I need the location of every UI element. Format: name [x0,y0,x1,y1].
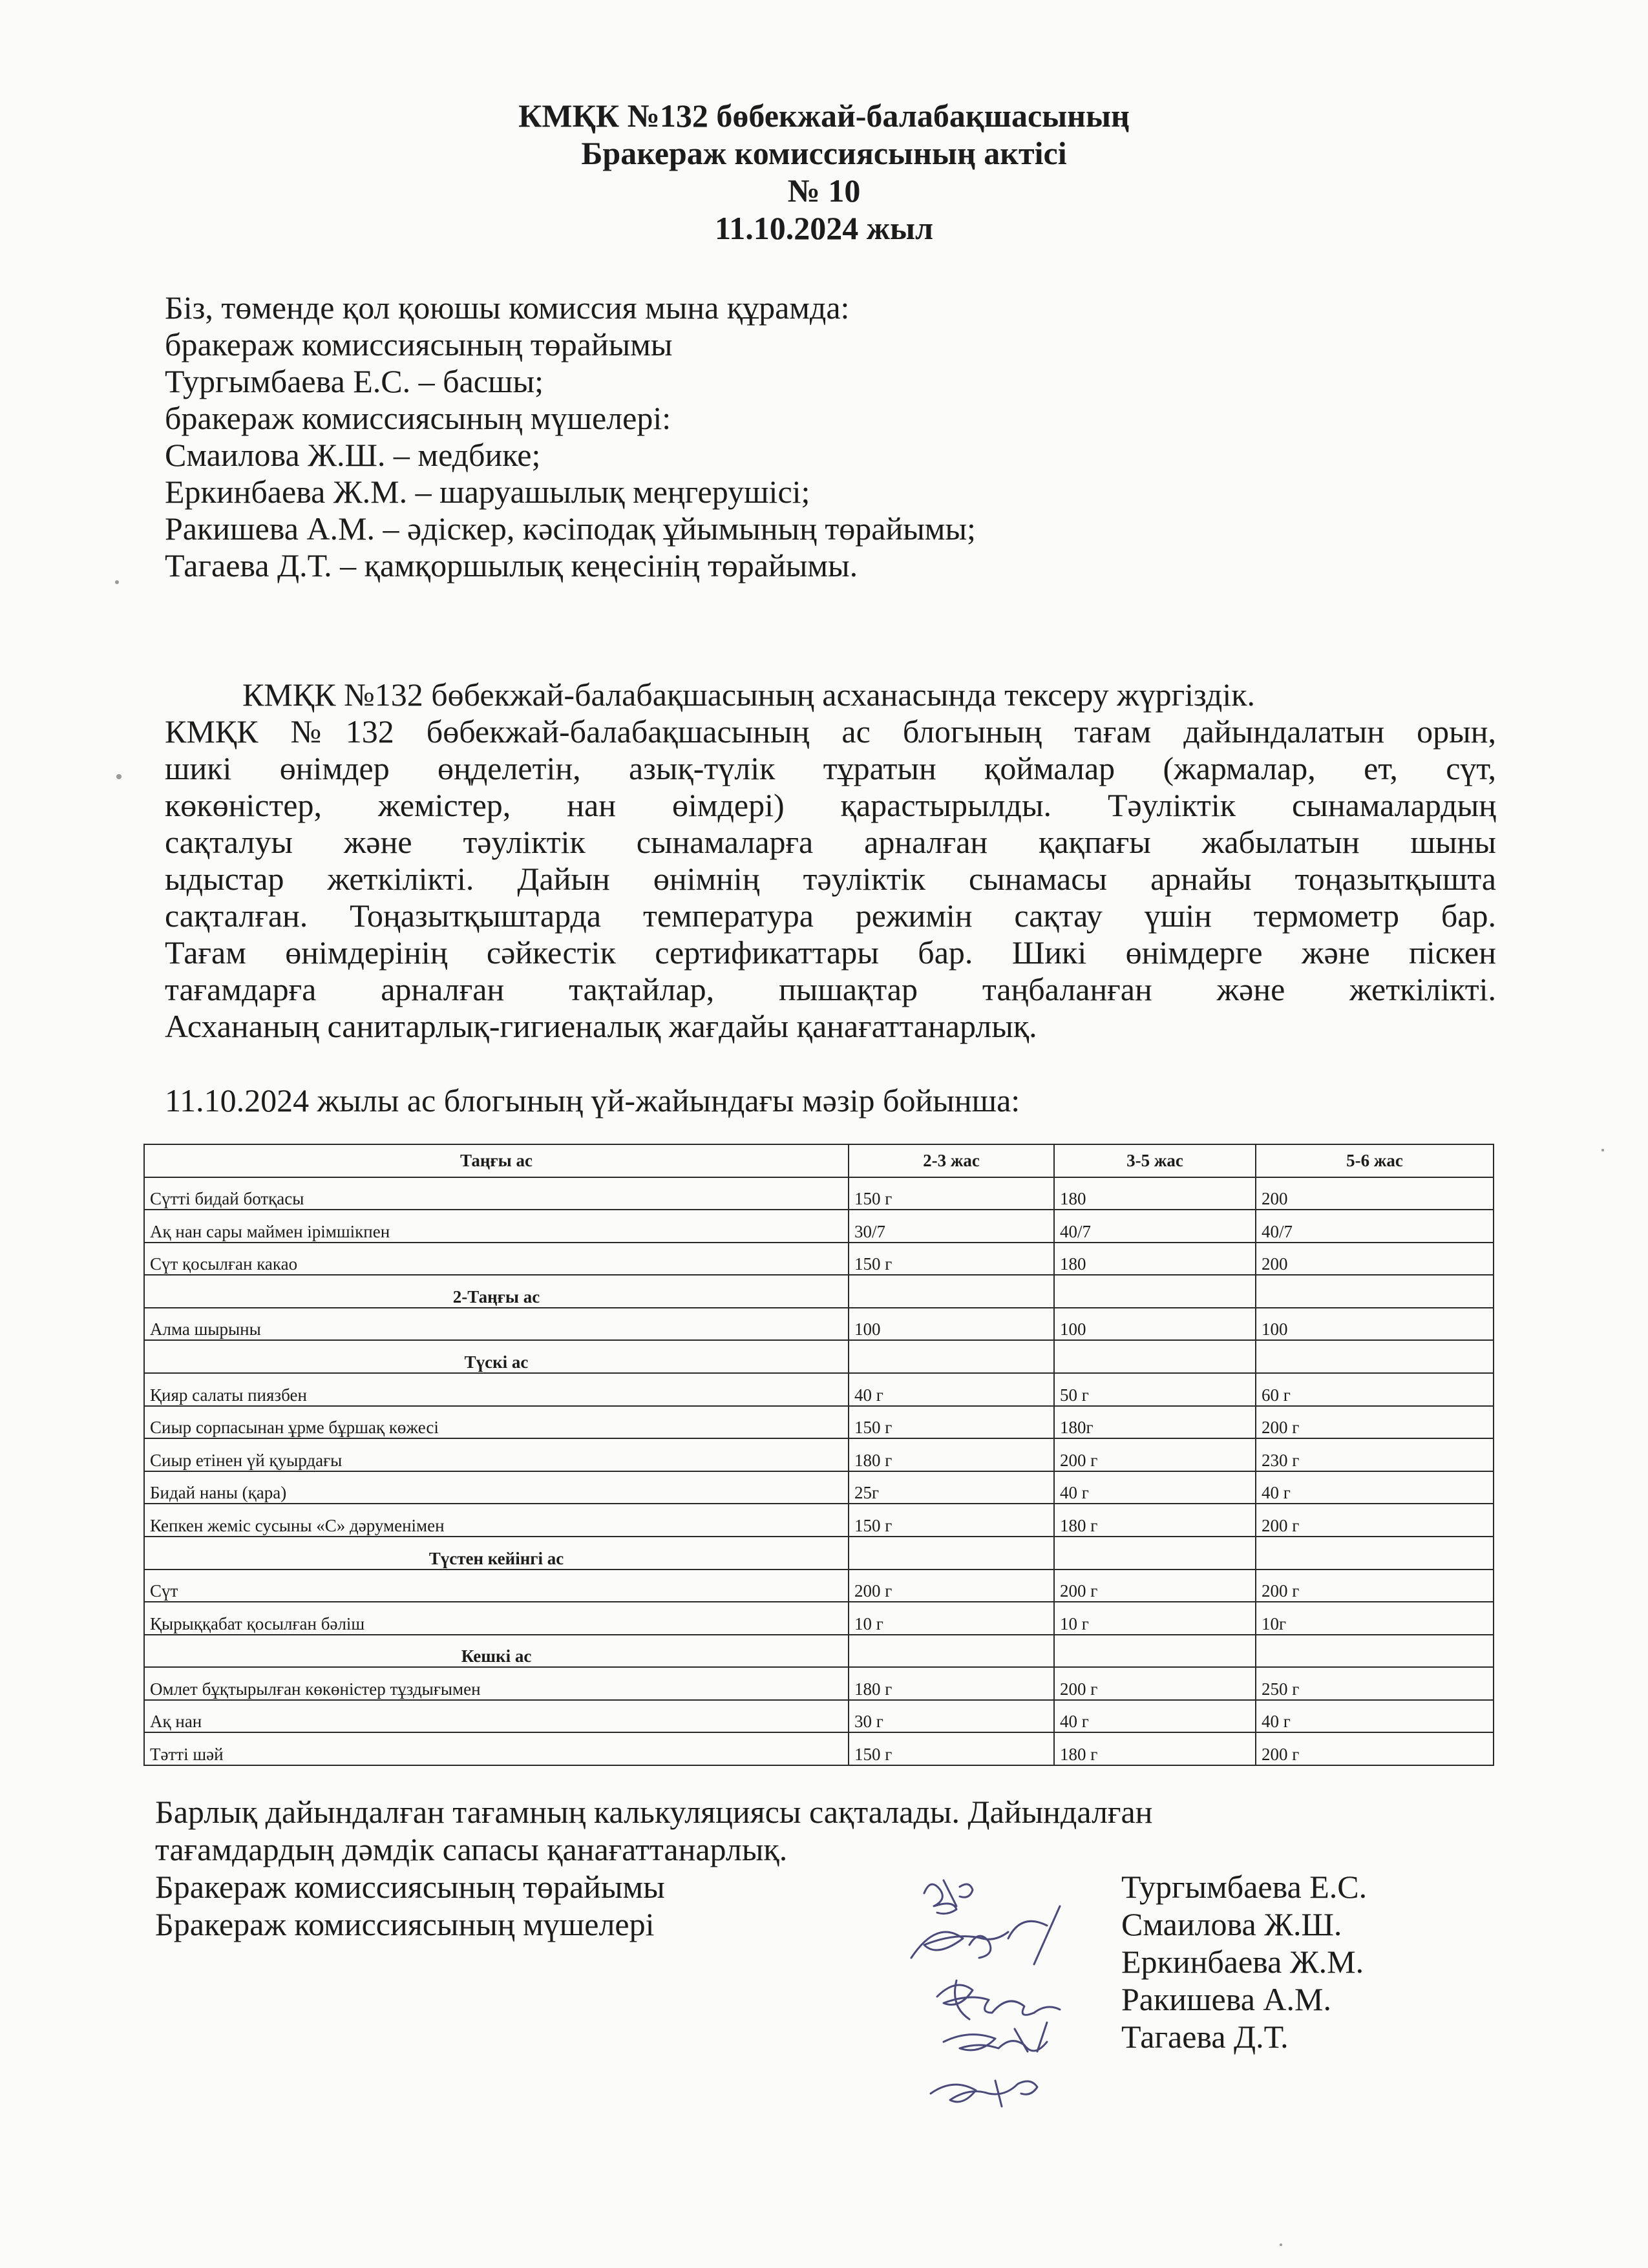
portion-cell [1054,1635,1256,1668]
portion-cell: 180 [1054,1243,1256,1276]
menu-intro: 11.10.2024 жылы ас блогының үй-жайындағы мәзір бойынша: [165,1082,1020,1118]
portion-cell: 10 г [849,1602,1054,1635]
portion-cell [1054,1537,1256,1570]
table-header-row [144,1144,1494,1177]
signatory-name: Еркинбаева Ж.М. [1121,1944,1364,1980]
paragraph-line: ыдыстар жеткілікті. Дайын өнімнің тәуліктік сынамасы арнайы тоңазытқышта [165,861,1496,897]
portion-cell [1256,1537,1494,1570]
paragraph-first-line: КМҚК №132 бөбекжай-балабақшасының асханасында тексеру жүргіздік. [242,677,1256,713]
portion-cell: 150 г [849,1406,1054,1439]
table-row [144,1243,1494,1276]
dish-name-cell: Сиыр сорпасынан ұрме бұршақ көжесі [144,1406,849,1439]
header-age-2-3: 2-3 жас [849,1144,1054,1177]
portion-cell: 100 [1256,1308,1494,1341]
portion-cell: 40/7 [1054,1210,1256,1243]
intro-line: Тагаева Д.Т. – қамқоршылық кеңесінің төрайымы. [165,547,858,583]
portion-cell [1054,1275,1256,1308]
portion-cell: 200 г [1054,1667,1256,1700]
portion-cell: 180 г [849,1438,1054,1471]
dish-name-cell: Қырыққабат қосылған бәліш [144,1602,849,1635]
handwritten-signatures [898,1867,1144,2126]
table-row [144,1504,1494,1537]
table-row [144,1308,1494,1341]
portion-cell: 100 [1054,1308,1256,1341]
portion-cell: 250 г [1256,1667,1494,1700]
chair-label: Бракераж комиссиясының төрайымы [155,1869,665,1905]
paragraph-last-line: Асхананың санитарлық-гигиеналық жағдайы қанағаттанарлық. [165,1008,1037,1044]
header-act-title: Бракераж комиссиясының актісі [581,135,1067,171]
table-row [144,1373,1494,1406]
members-label: Бракераж комиссиясының мүшелері [155,1906,655,1942]
menu-table [143,1144,1494,1766]
paragraph-line: көкөністер, жемістер, нан өімдері) қарастырылды. Тәуліктік сынамалардың [165,787,1496,823]
portion-cell: 10 г [1054,1602,1256,1635]
paragraph-line: Тағам өнімдерінің сәйкестік сертификаттары бар. Шикі өнімдерге және піскен [165,934,1496,971]
signatory-name: Смаилова Ж.Ш. [1121,1906,1342,1942]
portion-cell: 200 г [1256,1570,1494,1602]
dish-name-cell: Ақ нан [144,1700,849,1733]
portion-cell: 150 г [849,1732,1054,1765]
commission-composition [165,289,1509,584]
portion-cell: 200 [1256,1177,1494,1210]
dish-name-cell: Сүт [144,1570,849,1602]
dish-name-cell: Сиыр етінен үй қуырдағы [144,1438,849,1471]
portion-cell: 50 г [1054,1373,1256,1406]
scan-speck [1280,2243,1282,2246]
portion-cell: 230 г [1256,1438,1494,1471]
portion-cell: 30 г [849,1700,1054,1733]
signatory-name: Ракишева А.М. [1121,1981,1331,2017]
document-header [0,97,1648,247]
table-row [144,1177,1494,1210]
portion-cell: 200 г [1256,1504,1494,1537]
table-row [144,1438,1494,1471]
section-title-cell: Кешкі ас [144,1635,849,1668]
header-date: 11.10.2024 жыл [714,210,934,246]
portion-cell: 40/7 [1256,1210,1494,1243]
table-section-row [144,1537,1494,1570]
footer-text [155,1793,1512,1868]
portion-cell: 200 г [1256,1732,1494,1765]
portion-cell: 180 г [1054,1504,1256,1537]
scan-speck [116,774,121,779]
portion-cell: 200 г [1054,1438,1256,1471]
portion-cell: 60 г [1256,1373,1494,1406]
portion-cell: 200 г [1054,1570,1256,1602]
portion-cell [849,1537,1054,1570]
intro-line: Біз, төменде қол қоюшы комиссия мына құрамда: [165,289,850,326]
table-row [144,1570,1494,1602]
portion-cell [849,1340,1054,1373]
portion-cell: 200 г [1256,1406,1494,1439]
signatory-name: Тагаева Д.Т. [1121,2019,1289,2055]
section-title-cell: Түстен кейінгі ас [144,1537,849,1570]
table-section-row [144,1635,1494,1668]
portion-cell: 200 [1256,1243,1494,1276]
header-age-5-6: 5-6 жас [1256,1144,1494,1177]
portion-cell: 150 г [849,1243,1054,1276]
portion-cell: 30/7 [849,1210,1054,1243]
portion-cell: 10г [1256,1602,1494,1635]
dish-name-cell: Омлет бұқтырылған көкөністер тұздығымен [144,1667,849,1700]
intro-line: Ракишева А.М. – әдіскер, кәсіподақ ұйымының төрайымы; [165,510,976,547]
portion-cell: 180 [1054,1177,1256,1210]
header-act-number: № 10 [787,173,861,209]
intro-line: Смаилова Ж.Ш. – медбике; [165,437,541,473]
portion-cell: 150 г [849,1504,1054,1537]
table-row [144,1667,1494,1700]
table-row [144,1602,1494,1635]
portion-cell [849,1275,1054,1308]
portion-cell: 150 г [849,1177,1054,1210]
intro-line: Еркинбаева Ж.М. – шаруашылық меңгерушісі; [165,474,810,510]
intro-line: Тургымбаева Е.С. – басшы; [165,363,544,399]
header-organization: КМҚК №132 бөбекжай-балабақшасының [518,98,1130,134]
paragraph-line: сақталуы және тәуліктік сынамаларға арналған қақпағы жабылатын шыны [165,824,1496,860]
dish-name-cell: Алма шырыны [144,1308,849,1341]
portion-cell: 180 г [849,1667,1054,1700]
dish-name-cell: Кепкен жеміс сусыны «С» дәруменімен [144,1504,849,1537]
header-age-3-5: 3-5 жас [1054,1144,1256,1177]
intro-line: бракераж комиссиясының төрайымы [165,326,673,362]
portion-cell: 100 [849,1308,1054,1341]
paragraph-line: шикі өнімдер өңделетін, азық-түлік тұратын қоймалар (жармалар, ет, сүт, [165,750,1496,786]
portion-cell: 40 г [1256,1471,1494,1504]
portion-cell: 200 г [849,1570,1054,1602]
portion-cell [1256,1275,1494,1308]
dish-name-cell: Ақ нан сары маймен ірімшікпен [144,1210,849,1243]
signatory-name: Тургымбаева Е.С. [1121,1869,1368,1905]
portion-cell: 25г [849,1471,1054,1504]
footer-line: тағамдардың дәмдік сапасы қанағаттанарлық. [155,1831,788,1867]
scan-speck [1601,1149,1604,1151]
portion-cell [1054,1340,1256,1373]
portion-cell [849,1635,1054,1668]
dish-name-cell: Сүт қосылған какао [144,1243,849,1276]
dish-name-cell: Қияр салаты пиязбен [144,1373,849,1406]
header-meal: Таңғы ас [144,1144,849,1177]
scan-speck [115,580,119,584]
table-row [144,1732,1494,1765]
inspection-paragraph [165,677,1496,1045]
portion-cell: 180г [1054,1406,1256,1439]
portion-cell [1256,1340,1494,1373]
section-title-cell: Түскі ас [144,1340,849,1373]
dish-name-cell: Тәтті шәй [144,1732,849,1765]
portion-cell: 40 г [1054,1700,1256,1733]
table-section-row [144,1275,1494,1308]
table-row [144,1471,1494,1504]
table-row [144,1700,1494,1733]
portion-cell [1256,1635,1494,1668]
table-row [144,1210,1494,1243]
dish-name-cell: Сүтті бидай ботқасы [144,1177,849,1210]
section-title-cell: 2-Таңғы ас [144,1275,849,1308]
paragraph-line: тағамдарға арналған тақтайлар, пышақтар таңбаланған және жеткілікті. [165,971,1496,1007]
intro-line: бракераж комиссиясының мүшелері: [165,400,671,436]
portion-cell: 40 г [1054,1471,1256,1504]
footer-line: Барлық дайындалған тағамның калькуляциясы сақталады. Дайындалған [155,1794,1153,1830]
paragraph-line: КМҚК №132 бөбекжай-балабақшасының ас блогының тағам дайындалатын орын, [165,713,1496,750]
table-row [144,1406,1494,1439]
table-section-row [144,1340,1494,1373]
paragraph-line: сақталған. Тоңазытқыштарда температура режимін сақтау үшін термометр бар. [165,898,1496,934]
portion-cell: 180 г [1054,1732,1256,1765]
portion-cell: 40 г [1256,1700,1494,1733]
portion-cell: 40 г [849,1373,1054,1406]
dish-name-cell: Бидай наны (қара) [144,1471,849,1504]
